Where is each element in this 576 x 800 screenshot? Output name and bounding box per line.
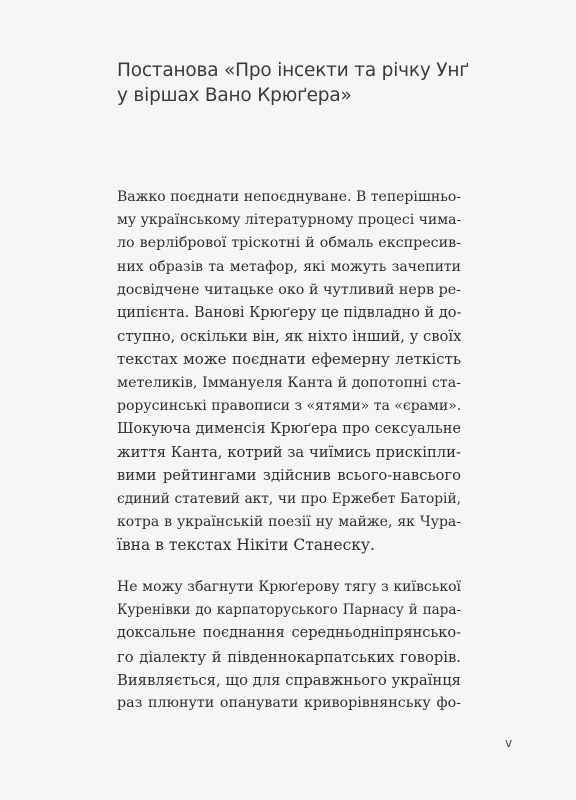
text-line: досвідчене читацьке око й чутливий нерв ре- [117,281,461,298]
text-line: Шокуюча дименсія Крюґера про сексуальне [117,421,461,438]
text-line: котра в українській поезії ну майже, як Чура- [117,513,461,530]
text-line: метеликів, Іммануеля Канта й допотопні ста- [117,374,461,391]
text-line: ступно, оскільки він, як ніхто інший, у своїх [117,328,461,346]
text-line: ципієнта. Ванові Крюґеру це підвладно й до- [117,305,461,322]
text-line: раз плюнути опанувати криворівнянську фо- [117,695,461,712]
text-line: текстах може поєднати ефемерну леткість [117,350,461,369]
paragraph-1 [117,186,461,557]
text-line: Важко поєднати непоєднуване. В теперішньо- [117,189,461,205]
text-line: Виявляється, що для справжнього українця [117,671,461,689]
chapter-title [117,58,469,108]
page-number: v [505,736,513,750]
text-line: му українському літературному процесі чима- [117,212,461,229]
text-line: вими рейтингами здійснив всього-навсього [117,467,461,485]
text-line: ло верлібрової тріскотні й обмаль експресив- [117,235,461,252]
text-line: ївна в текстах Нікіти Станеску. [117,536,375,555]
chapter-title-line: Постанова «Про інсекти та річку Унґ [117,60,469,81]
text-line: життя Канта, котрий за чиїмись прискіпли- [117,444,461,462]
text-line: них образів та метафор, які можуть зачепити [117,258,461,275]
text-line: Куренівки до карпаторуського Парнасу й пара- [117,602,461,619]
paragraph-2 [117,576,461,715]
text-line: Не можу збагнути Крюґерову тягу з київської [117,579,461,595]
text-line: єдиний статевий акт, чи про Ержебет Баторій, [117,490,461,507]
text-line: рорусинські правописи з «ятями» та «єрами». [117,397,461,414]
text-line: доксальне поєднання середньодніпрянсько- [117,625,461,642]
chapter-title-line: у віршах Вано Крюґера» [117,85,352,106]
text-line: го діалекту й південнокарпатських говорів. [117,648,461,666]
